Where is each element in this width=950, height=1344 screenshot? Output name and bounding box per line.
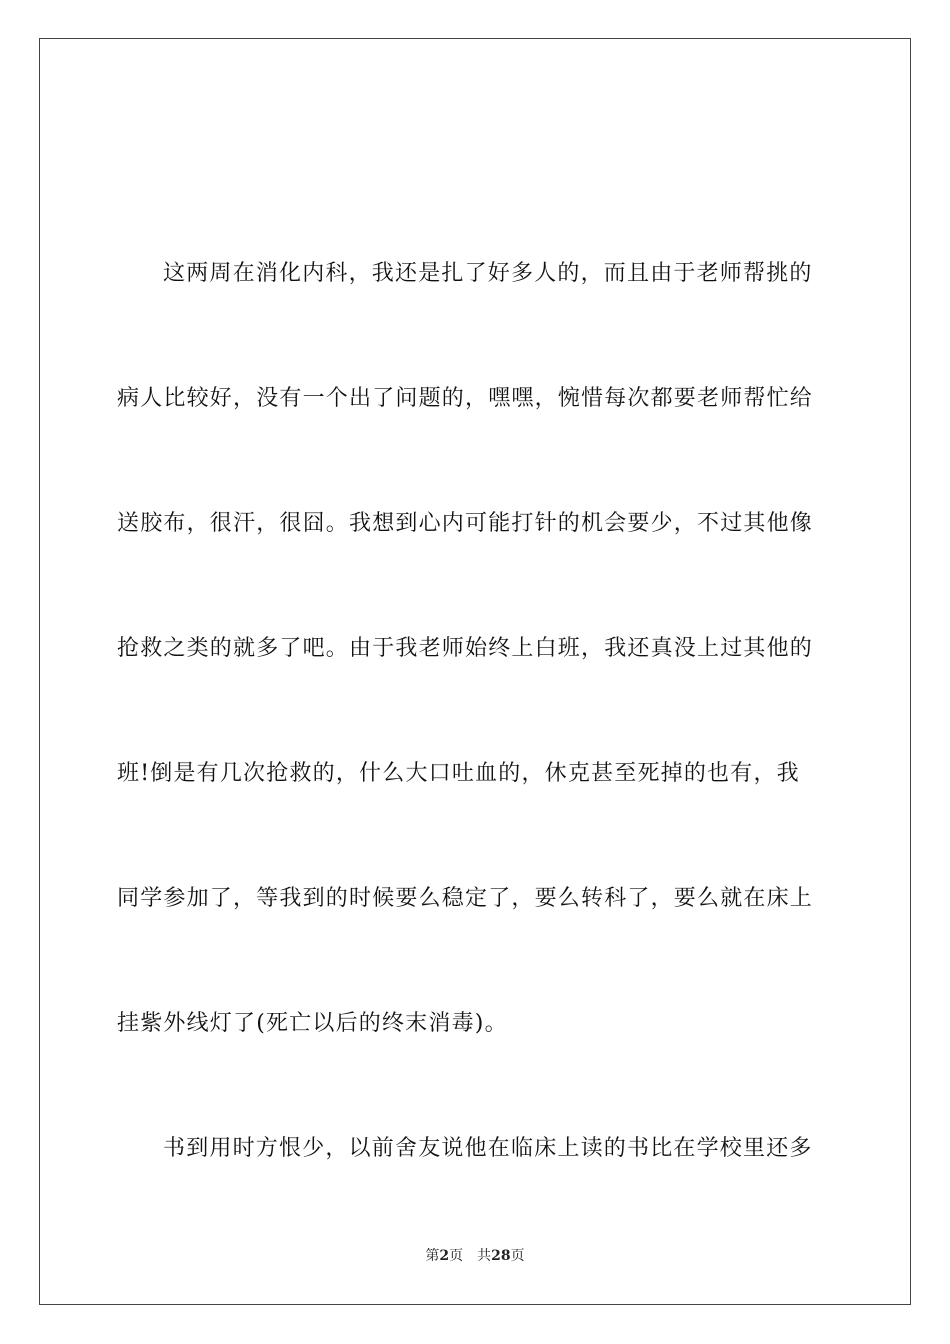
page-total-suffix: 页 xyxy=(510,1248,525,1264)
paragraph-line: 病人比较好，没有一个出了问题的，嘿嘿，惋惜每次都要老师帮忙给 xyxy=(117,386,814,411)
paragraph-line: 书到用时方恨少，以前舍友说他在临床上读的书比在学校里还多 xyxy=(163,1136,813,1161)
page-footer xyxy=(0,1246,950,1266)
paragraph-line: 抢救之类的就多了吧。由于我老师始终上白班，我还真没上过其他的 xyxy=(117,636,814,661)
paragraph-line: 班!倒是有几次抢救的，什么大口吐血的，休克甚至死掉的也有，我 xyxy=(117,761,800,786)
page-number-suffix: 页 xyxy=(449,1248,464,1264)
page-border xyxy=(39,38,911,1305)
page-total-prefix: 共 xyxy=(477,1248,492,1264)
page-total-count: 28 xyxy=(491,1248,511,1264)
paragraph-line: 挂紫外线灯了(死亡以后的终末消毒)。 xyxy=(117,1011,508,1036)
paragraph-line: 这两周在消化内科，我还是扎了好多人的，而且由于老师帮挑的 xyxy=(163,261,813,286)
page-number-prefix: 第 xyxy=(425,1248,440,1264)
paragraph-line: 同学参加了，等我到的时候要么稳定了，要么转科了，要么就在床上 xyxy=(117,886,814,911)
paragraph-line: 送胶布，很汗，很囧。我想到心内可能打针的机会要少，不过其他像 xyxy=(117,511,814,536)
page-number-current: 2 xyxy=(439,1248,450,1264)
